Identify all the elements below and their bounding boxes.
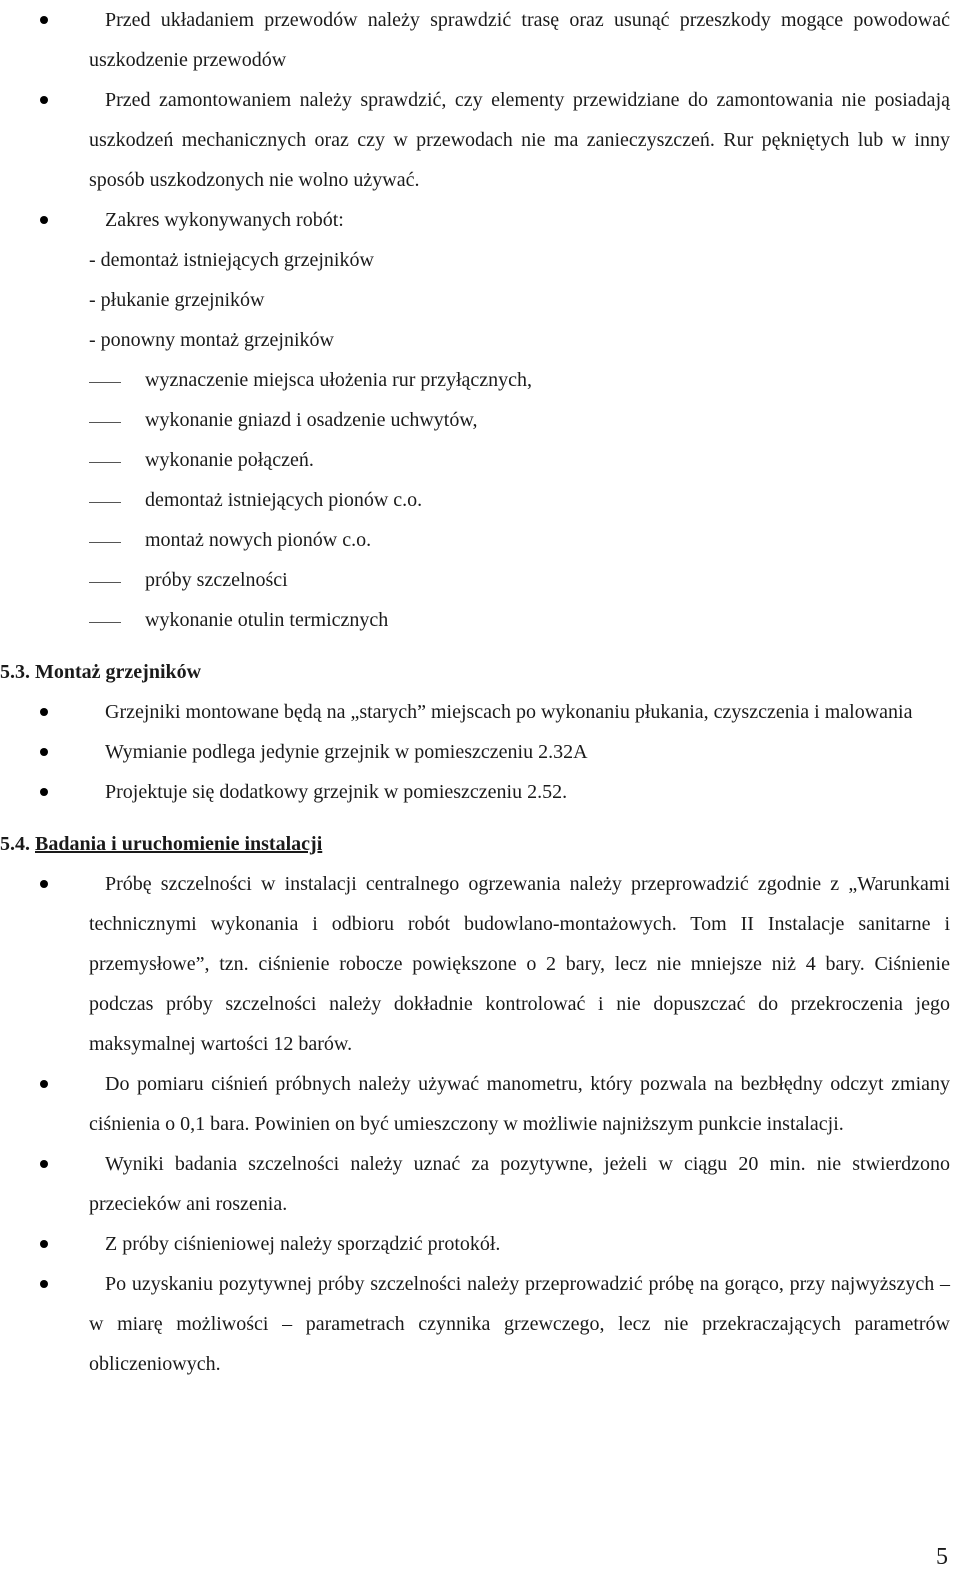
bullet-icon <box>40 216 48 224</box>
scope-item: - płukanie grzejników <box>89 289 265 311</box>
scope-subitem <box>89 480 950 520</box>
bullet-item <box>89 1224 950 1264</box>
bullet-item <box>89 732 950 772</box>
dash-icon <box>89 462 121 463</box>
bullet-text: Próbę szczelności w instalacji centralnego ogrzewania należy przeprowadzić zgodnie z „Warunkami technicznymi wykonania i odbioru robót budowlano-montażowych. Tom II Instalacje sanitarne i przemysłowe”, tzn. ciśnienie robocze powiększone o 2 bary, lecz nie mniejsze niż 4 bary. Ciśnienie podczas próby szczelności należy dokładnie kontrolować i nie dopuszczać do przekroczenia jego maksymalnej wartości 12 barów. <box>89 873 950 1055</box>
scope-subitem-text: próby szczelności <box>145 569 288 591</box>
dash-icon <box>89 422 121 423</box>
bullet-icon <box>40 96 48 104</box>
scope-item: - ponowny montaż grzejników <box>89 329 334 351</box>
scope-subitem <box>89 400 950 440</box>
scope-subitem <box>89 440 950 480</box>
section-title: Montaż grzejników <box>35 661 202 683</box>
scope-subitem <box>89 560 950 600</box>
bullet-item <box>89 1144 950 1224</box>
bullet-icon <box>40 748 48 756</box>
dash-icon <box>89 582 121 583</box>
scope-subitem-text: wykonanie otulin termicznych <box>145 609 389 631</box>
page-number: 5 <box>936 1544 948 1570</box>
dash-icon <box>89 542 121 543</box>
bullet-item <box>89 864 950 1064</box>
bullet-item <box>89 200 950 240</box>
bullet-item <box>89 0 950 80</box>
section-number: 5.4. <box>0 833 30 855</box>
bullet-icon <box>40 880 48 888</box>
section-heading-5-3 <box>0 652 950 692</box>
bullet-icon <box>40 788 48 796</box>
bullet-icon <box>40 1240 48 1248</box>
scope-subitem-text: wyznaczenie miejsca ułożenia rur przyłącznych, <box>145 369 533 391</box>
bullet-icon <box>40 708 48 716</box>
scope-subitem-text: wykonanie połączeń. <box>145 449 314 471</box>
scope-subitem-text: demontaż istniejących pionów c.o. <box>145 489 423 511</box>
section-title: Badania i uruchomienie instalacji <box>35 833 323 855</box>
bullet-item <box>89 772 950 812</box>
bullet-text: Zakres wykonywanych robót: <box>105 209 344 231</box>
scope-subitem-text: wykonanie gniazd i osadzenie uchwytów, <box>145 409 478 431</box>
scope-subitem <box>89 520 950 560</box>
bullet-item <box>89 80 950 200</box>
bullet-icon <box>40 1280 48 1288</box>
scope-subitem <box>89 600 950 640</box>
bullet-text: Przed zamontowaniem należy sprawdzić, czy elementy przewidziane do zamontowania nie posiadają uszkodzeń mechanicznych oraz czy w przewodach nie ma zanieczyszczeń. Rur pękniętych lub w inny sposób uszkodzonych nie wolno używać. <box>89 89 950 191</box>
bullet-icon <box>40 16 48 24</box>
dash-icon <box>89 622 121 623</box>
dash-icon <box>89 502 121 503</box>
bullet-text: Projektuje się dodatkowy grzejnik w pomieszczeniu 2.52. <box>105 781 568 803</box>
bullet-item <box>89 1064 950 1144</box>
bullet-text: Po uzyskaniu pozytywnej próby szczelności należy przeprowadzić próbę na gorąco, przy najwyższych – w miarę możliwości – parametrach czynnika grzewczego, lecz nie przekraczających parametrów obliczeniowych. <box>89 1273 950 1375</box>
bullet-item <box>89 692 950 732</box>
bullet-text: Z próby ciśnieniowej należy sporządzić protokół. <box>105 1233 501 1255</box>
section-number: 5.3. <box>0 661 30 683</box>
section-heading-5-4 <box>0 824 950 864</box>
scope-subitem <box>89 360 950 400</box>
scope-subitem-text: montaż nowych pionów c.o. <box>145 529 372 551</box>
bullet-text: Do pomiaru ciśnień próbnych należy używać manometru, który pozwala na bezbłędny odczyt zmiany ciśnienia o 0,1 bara. Powinien on być umieszczony w możliwie najniższym punkcie instalacji. <box>89 1073 950 1135</box>
bullet-icon <box>40 1080 48 1088</box>
bullet-text: Wymianie podlega jedynie grzejnik w pomieszczeniu 2.32A <box>105 741 588 763</box>
bullet-text: Przed układaniem przewodów należy sprawdzić trasę oraz usunąć przeszkody mogące powodować uszkodzenie przewodów <box>89 9 950 71</box>
bullet-text: Wyniki badania szczelności należy uznać za pozytywne, jeżeli w ciągu 20 min. nie stwierdzono przecieków ani roszenia. <box>89 1153 950 1215</box>
dash-icon <box>89 382 121 383</box>
bullet-icon <box>40 1160 48 1168</box>
scope-item: - demontaż istniejących grzejników <box>89 249 374 271</box>
bullet-text: Grzejniki montowane będą na „starych” miejscach po wykonaniu płukania, czyszczenia i malowania <box>105 701 913 723</box>
bullet-item <box>89 1264 950 1384</box>
